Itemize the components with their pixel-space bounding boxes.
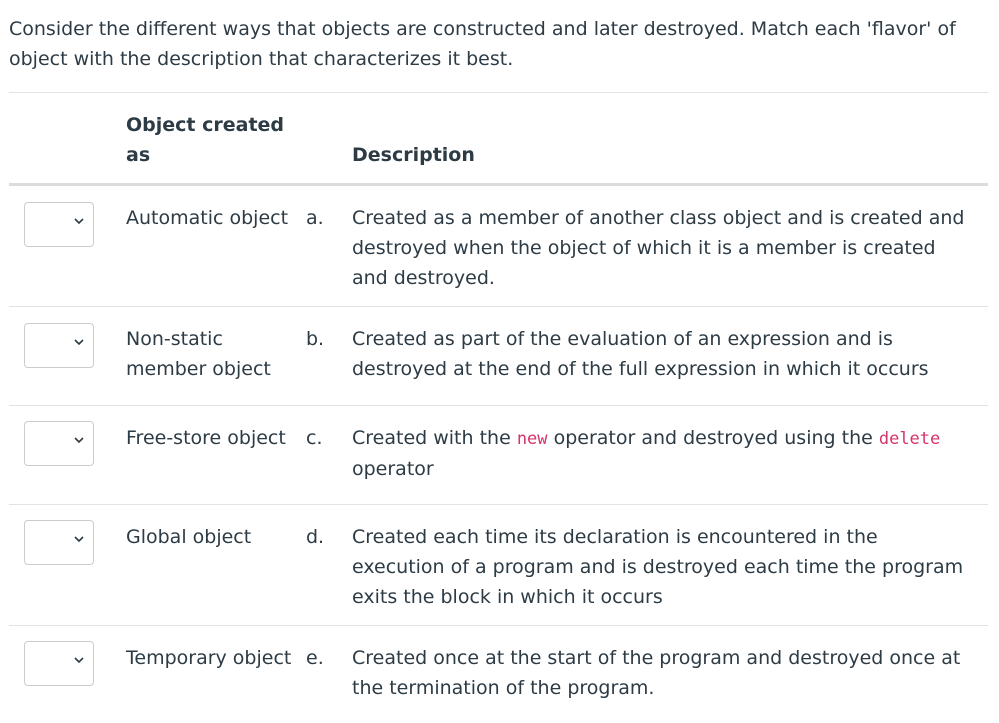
header-divider [9, 183, 988, 186]
description-part: Created with the [352, 427, 517, 449]
row-divider [9, 405, 988, 406]
answer-select-4[interactable] [24, 520, 94, 565]
description-letter: c. [306, 427, 323, 449]
answer-select-3[interactable] [24, 421, 94, 466]
object-label: Global object [126, 526, 252, 548]
answer-select-2[interactable] [24, 323, 94, 368]
description-part: operator and destroyed using the [547, 427, 879, 449]
description-text: Created once at the start of the program and destroyed once at the termination of the program. [352, 647, 961, 699]
description-letter: a. [306, 207, 324, 229]
description-text: Created each time its declaration is encountered in the execution of a program and is destroyed each time the program exits the block in which it occurs [352, 526, 964, 608]
row-divider [9, 625, 988, 626]
description-text: Created as part of the evaluation of an expression and is destroyed at the end of the full expression in which it occurs [352, 328, 929, 380]
description-text: Created as a member of another class object and is created and destroyed when the object of which it is a member is created and destroyed. [352, 207, 965, 289]
column-header-description: Description [352, 144, 475, 166]
description-text [352, 423, 972, 484]
divider [9, 92, 988, 93]
chevron-down-icon [73, 336, 85, 348]
code-new: new [516, 429, 548, 449]
row-divider [9, 306, 988, 307]
description-part: operator [352, 458, 434, 480]
chevron-down-icon [73, 434, 85, 446]
description-letter: e. [306, 647, 324, 669]
object-label: Automatic object [126, 207, 289, 229]
answer-select-1[interactable] [24, 202, 94, 247]
answer-select-5[interactable] [24, 641, 94, 686]
question-prompt: Consider the different ways that objects are constructed and later destroyed. Match each 'flavor' of object with the description that characterizes it best. [9, 18, 956, 70]
object-label: Free-store object [126, 427, 286, 449]
object-label: Non-static member object [126, 328, 271, 380]
chevron-down-icon [73, 215, 85, 227]
code-delete: delete [878, 429, 941, 449]
description-letter: b. [306, 328, 325, 350]
chevron-down-icon [73, 654, 85, 666]
chevron-down-icon [73, 533, 85, 545]
description-letter: d. [306, 526, 325, 548]
row-divider [9, 504, 988, 505]
object-label: Temporary object [126, 647, 292, 669]
column-header-object: Object created as [126, 114, 285, 166]
